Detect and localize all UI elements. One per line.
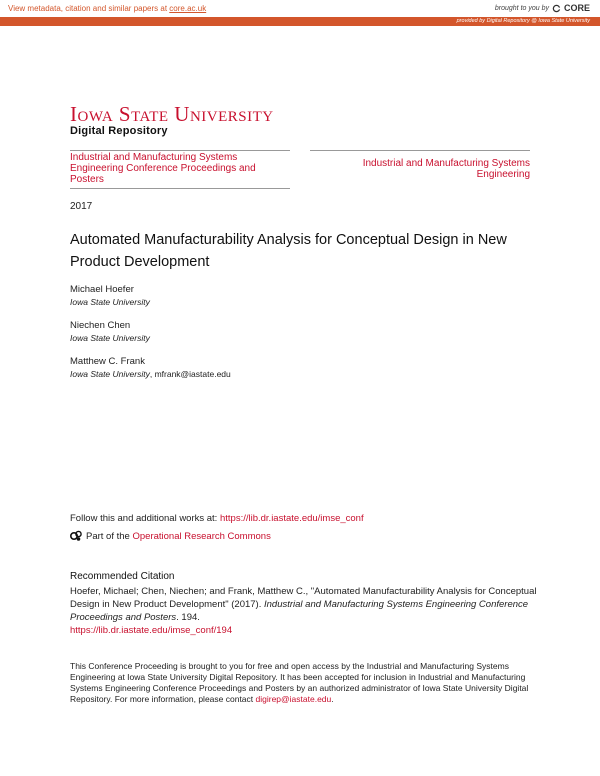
network-icon — [70, 530, 82, 542]
collection-link-conference[interactable]: Industrial and Manufacturing Systems Engineering Conference Proceedings and Posters — [70, 152, 256, 185]
core-logo-icon — [552, 4, 561, 13]
citation-body — [70, 585, 540, 637]
citation-number: . 194. — [176, 612, 200, 623]
author-email: , mfrank@iastate.edu — [149, 369, 231, 379]
author-name: Niechen Chen — [70, 320, 131, 331]
isu-logo[interactable] — [70, 103, 274, 137]
paper-title: Automated Manufacturability Analysis for Conceptual Design in New Product Development — [70, 232, 507, 270]
citation-series: Industrial and Manufacturing Systems Engineering Conference Proceedings and Posters — [70, 599, 529, 623]
view-metadata-link[interactable] — [8, 4, 206, 13]
follow-text: Follow this and additional works at: — [70, 513, 220, 524]
follow-line — [70, 513, 364, 524]
citation-heading: Recommended Citation — [70, 571, 175, 582]
affiliation-text: Iowa State University — [70, 369, 150, 379]
author-affiliation — [70, 369, 231, 379]
publication-year: 2017 — [70, 201, 93, 212]
citation-text: Hoefer, Michael; Chen, Niechen; and Frank, Matthew C., "Automated Manufacturability Analysis for Conceptual Design in New Product Development" (2017). — [70, 586, 537, 610]
access-text: This Conference Proceeding is brought to you for free and open access by the Industrial and Manufacturing Systems Engineering at Iowa State University Digital Repository. It has been accepted for inclusion in Industrial and Manufacturing Systems Engineering Conference Proceedings and Posters by an authorized administrator of Iowa State University Digital Repository. For more information, please contact — [70, 661, 529, 704]
author-affiliation — [70, 297, 150, 307]
part-of-text: Part of the — [86, 530, 133, 542]
brought-by — [495, 3, 590, 13]
author-affiliation — [70, 333, 150, 343]
digital-repository-label: Digital Repository — [70, 125, 168, 137]
divider-left-bottom — [70, 188, 290, 189]
access-end: . — [331, 694, 334, 704]
author-name: Matthew C. Frank — [70, 356, 145, 367]
provided-by-text: provided by Digital Repository @ Iowa State University — [456, 18, 590, 24]
collection-link-department[interactable]: Industrial and Manufacturing Systems Engineering — [362, 158, 530, 180]
author-name: Michael Hoefer — [70, 284, 134, 295]
core-ac-uk-link[interactable]: core.ac.uk — [169, 4, 207, 13]
commons-link[interactable]: Operational Research Commons — [132, 530, 271, 542]
view-metadata-text: View metadata, citation and similar papers at — [8, 4, 170, 13]
citation-link[interactable]: https://lib.dr.iastate.edu/imse_conf/194 — [70, 625, 233, 636]
access-statement — [70, 661, 540, 705]
affiliation-text: Iowa State University — [70, 333, 150, 343]
divider-right — [310, 150, 530, 151]
divider-left — [70, 150, 290, 151]
contact-email-link[interactable]: digirep@iastate.edu — [255, 694, 332, 704]
part-of-line — [70, 530, 271, 542]
affiliation-text: Iowa State University — [70, 297, 150, 307]
brought-by-text: brought to you by — [494, 4, 549, 12]
core-logo-text: CORE — [563, 3, 590, 13]
follow-link[interactable]: https://lib.dr.iastate.edu/imse_conf — [219, 513, 364, 524]
isu-name: Iowa State University — [70, 102, 274, 126]
